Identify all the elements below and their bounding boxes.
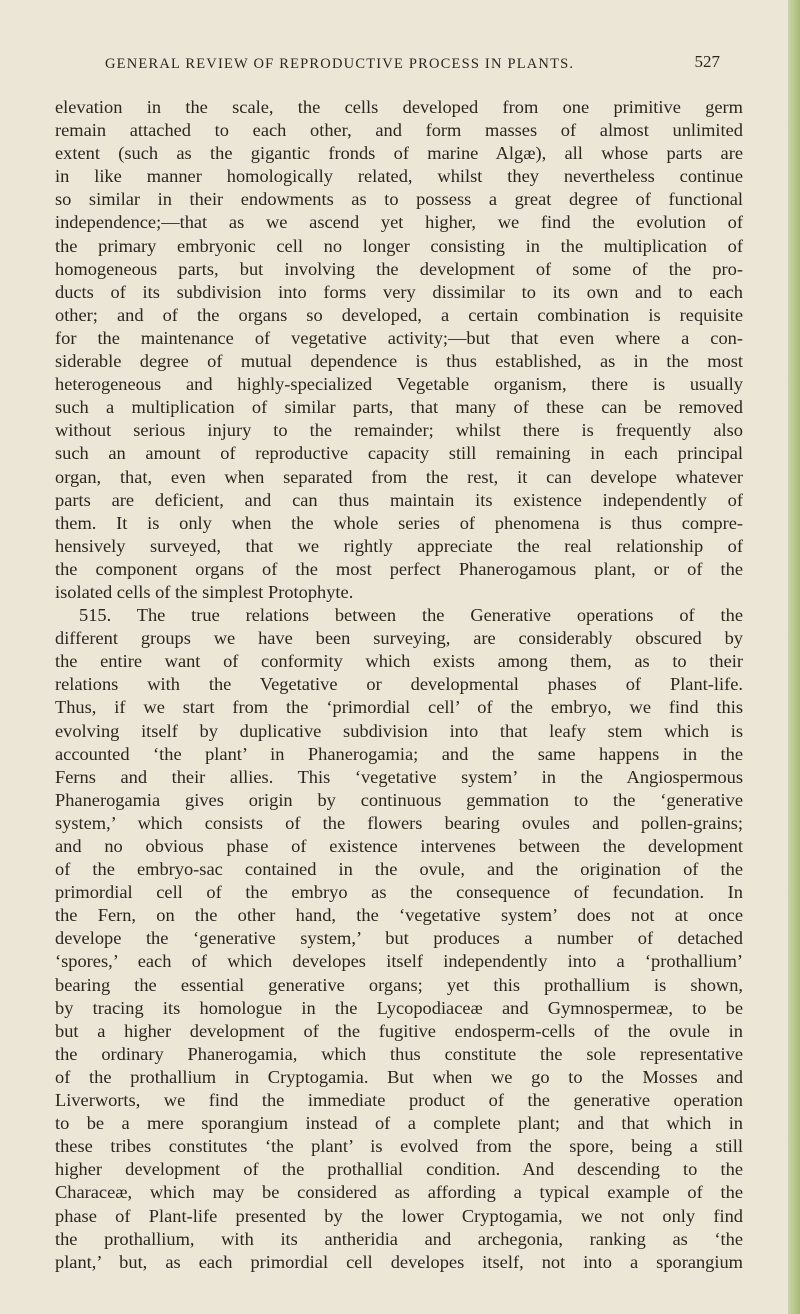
text-line: parts are deficient, and can thus maintain its existence independently of (55, 489, 743, 510)
text-line: plant,’ but, as each primordial cell developes itself, not into a sporangium (55, 1251, 743, 1272)
text-line: of the prothallium in Cryptogamia. But when we go to the Mosses and (55, 1066, 743, 1087)
text-line: Liverworts, we find the immediate product of the generative operation (55, 1090, 743, 1111)
text-line: different groups we have been surveying, are considerably obscured by (55, 628, 743, 649)
text-line: them. It is only when the whole series of phenomena is thus compre- (55, 512, 743, 533)
text-line: to be a mere sporangium instead of a complete plant; and that which in (55, 1113, 743, 1134)
text-line: Characeæ, which may be considered as affording a typical example of the (55, 1182, 743, 1203)
text-line: remain attached to each other, and form masses of almost unlimited (55, 120, 743, 141)
running-head: GENERAL REVIEW OF REPRODUCTIVE PROCESS IN PLANTS. (105, 56, 575, 72)
text-line: so similar in their endowments as to possess a great degree of functional (55, 189, 743, 210)
text-line: extent (such as the gigantic fronds of marine Algæ), all whose parts are (55, 143, 743, 164)
text-line: Ferns and their allies. This ‘vegetative system’ in the Angiospermous (55, 766, 743, 787)
text-line: develope the ‘generative system,’ but produces a number of detached (55, 928, 743, 949)
text-line: without serious injury to the remainder; whilst there is frequently also (55, 420, 743, 441)
page-number: 527 (694, 52, 720, 71)
text-line: for the maintenance of vegetative activity;—but that even where a con- (55, 327, 743, 348)
text-line: accounted ‘the plant’ in Phanerogamia; and the same happens in the (55, 743, 743, 764)
text-line: phase of Plant-life presented by the lower Cryptogamia, we not only find (55, 1205, 743, 1226)
text-line: the primary embryonic cell no longer consisting in the multiplication of (55, 235, 743, 256)
text-line: of the embryo-sac contained in the ovule, and the origination of the (55, 859, 743, 880)
text-line: primordial cell of the embryo as the consequence of fecundation. In (55, 882, 743, 903)
text-line: Thus, if we start from the ‘primordial cell’ of the embryo, we find this (55, 697, 743, 718)
text-line: bearing the essential generative organs; yet this prothallium is shown, (55, 974, 743, 995)
text-line: siderable degree of mutual dependence is thus established, as in the most (55, 351, 743, 372)
body-text (55, 96, 743, 1274)
text-line: relations with the Vegetative or developmental phases of Plant-life. (55, 674, 743, 695)
text-line: independence;—that as we ascend yet higher, we find the evolution of (55, 212, 743, 233)
text-line: homogeneous parts, but involving the development of some of the pro- (55, 258, 743, 279)
text-line: such a multiplication of similar parts, that many of these can be removed (55, 397, 743, 418)
text-line: but a higher development of the fugitive endosperm-cells of the ovule in (55, 1020, 743, 1041)
page-header (80, 50, 720, 80)
text-line: isolated cells of the simplest Protophyte. (55, 581, 354, 602)
text-line: in like manner homologically related, whilst they nevertheless continue (55, 166, 743, 187)
text-line: evolving itself by duplicative subdivision into that leafy stem which is (55, 720, 743, 741)
text-line: organ, that, even when separated from the rest, it can develope whatever (55, 466, 743, 487)
page-edge (788, 0, 800, 1314)
text-line: and no obvious phase of existence intervenes between the development (55, 836, 743, 856)
text-line: higher development of the prothallial condition. And descending to the (55, 1159, 743, 1180)
text-line: ‘spores,’ each of which developes itself independently into a ‘prothallium’ (55, 951, 743, 972)
text-line: 515. The true relations between the Generative operations of the (79, 605, 743, 626)
text-line: the component organs of the most perfect Phanerogamous plant, or of the (55, 558, 743, 579)
text-line: ducts of its subdivision into forms very dissimilar to its own and to each (55, 281, 743, 302)
text-line: these tribes constitutes ‘the plant’ is evolved from the spore, being a still (55, 1136, 743, 1157)
text-line: the prothallium, with its antheridia and archegonia, ranking as ‘the (55, 1228, 743, 1249)
text-line: Phanerogamia gives origin by continuous gemmation to the ‘generative (55, 789, 743, 810)
text-line: heterogeneous and highly-specialized Vegetable organism, there is usually (55, 374, 743, 395)
text-line: hensively surveyed, that we rightly appreciate the real relationship of (55, 535, 743, 556)
text-line: system,’ which consists of the flowers bearing ovules and pollen-grains; (55, 812, 743, 833)
text-line: elevation in the scale, the cells developed from one primitive germ (55, 97, 743, 117)
text-line: other; and of the organs so developed, a certain combination is requisite (55, 304, 743, 325)
text-line: the entire want of conformity which exists among them, as to their (55, 651, 743, 672)
text-line: the Fern, on the other hand, the ‘vegetative system’ does not at once (55, 905, 743, 926)
text-line: such an amount of reproductive capacity still remaining in each principal (55, 443, 743, 464)
text-line: the ordinary Phanerogamia, which thus constitute the sole representative (55, 1043, 743, 1064)
text-line: by tracing its homologue in the Lycopodiaceæ and Gymnospermeæ, to be (55, 997, 743, 1018)
